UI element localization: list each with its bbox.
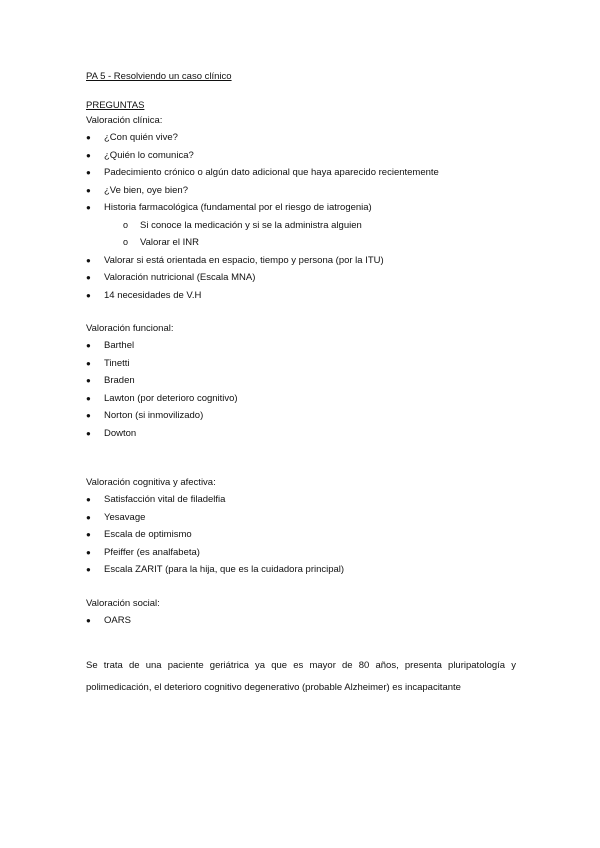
list-item: ● OARS [86,612,516,630]
bullet-icon: ● [86,133,91,142]
list-item: ● Dowton [86,425,516,443]
cognitive-list [86,491,516,579]
list-item: ● Pfeiffer (es analfabeta) [86,544,516,562]
list-item: ● Barthel [86,337,516,355]
bullet-icon: ● [86,168,91,177]
bullet-icon: ● [86,530,91,539]
list-item: ● Lawton (por deterioro cognitivo) [86,390,516,408]
spacer [86,629,516,655]
clinical-list [86,129,516,304]
list-item: ● Valorar si está orientada en espacio, tiempo y persona (por la ITU) [86,252,516,270]
summary-paragraph: Se trata de una paciente geriátrica ya que es mayor de 80 años, presenta pluripatología y polimedicación, el deterioro cognitivo degenerativo (probable Alzheimer) es incapacitante [86,660,516,693]
list-item: ● ¿Con quién vive? [86,129,516,147]
clinical-heading: Valoración clínica: [86,115,163,126]
sub-list-item: o Si conoce la medicación y si se la administra alguien [86,217,516,235]
bullet-icon: ● [86,495,91,504]
bullet-icon: ● [86,615,91,625]
bullet-icon: ● [86,547,91,557]
spacer [86,442,516,475]
list-item: ● Valoración nutricional (Escala MNA) [86,269,516,287]
bullet-icon: ● [86,290,91,300]
bullet-icon: ● [86,185,91,195]
cognitive-heading: Valoración cognitiva y afectiva: [86,477,216,488]
bullet-icon: ● [86,393,91,403]
bullet-icon: ● [86,150,91,160]
list-item: ● Tinetti [86,355,516,373]
bullet-icon: ● [86,376,91,385]
bullet-icon: ● [86,341,91,350]
bullet-icon: ● [86,358,91,368]
list-item: ● Yesavage [86,509,516,527]
list-item: ● 14 necesidades de V.H [86,287,516,305]
social-heading: Valoración social: [86,597,160,609]
sub-list-item: o Valorar el INR [86,234,516,252]
list-item: ● Padecimiento crónico o algún dato adicional que haya aparecido recientemente [86,164,516,182]
spacer [86,304,516,321]
list-item: ● Satisfacción vital de filadelfia [86,491,516,509]
list-item: ● Escala ZARIT (para la hija, que es la cuidadora principal) [86,561,516,579]
list-item: ● Norton (si inmovilizado) [86,407,516,425]
bullet-icon: ● [86,411,91,420]
sub-bullet-icon: o [123,219,129,230]
list-item: ● Braden [86,372,516,390]
spacer [86,579,516,596]
section-subtitle: PREGUNTAS [86,100,145,111]
bullet-icon: ● [86,203,91,212]
sub-bullet-icon: o [123,237,129,247]
list-item: ● ¿Quién lo comunica? [86,147,516,165]
bullet-icon: ● [86,565,91,574]
list-item: ● Escala de optimismo [86,526,516,544]
social-list [86,612,516,630]
bullet-icon: ● [86,512,91,522]
bullet-icon: ● [86,428,91,438]
bullet-icon: ● [86,273,91,282]
list-item: ● ¿Ve bien, oye bien? [86,182,516,200]
document-content [86,70,516,699]
functional-heading: Valoración funcional: [86,323,174,334]
functional-list [86,337,516,442]
list-item: ● Historia farmacológica (fundamental por el riesgo de iatrogenia) [86,199,516,217]
bullet-icon: ● [86,255,91,265]
document-title: PA 5 - Resolviendo un caso clínico [86,71,232,82]
